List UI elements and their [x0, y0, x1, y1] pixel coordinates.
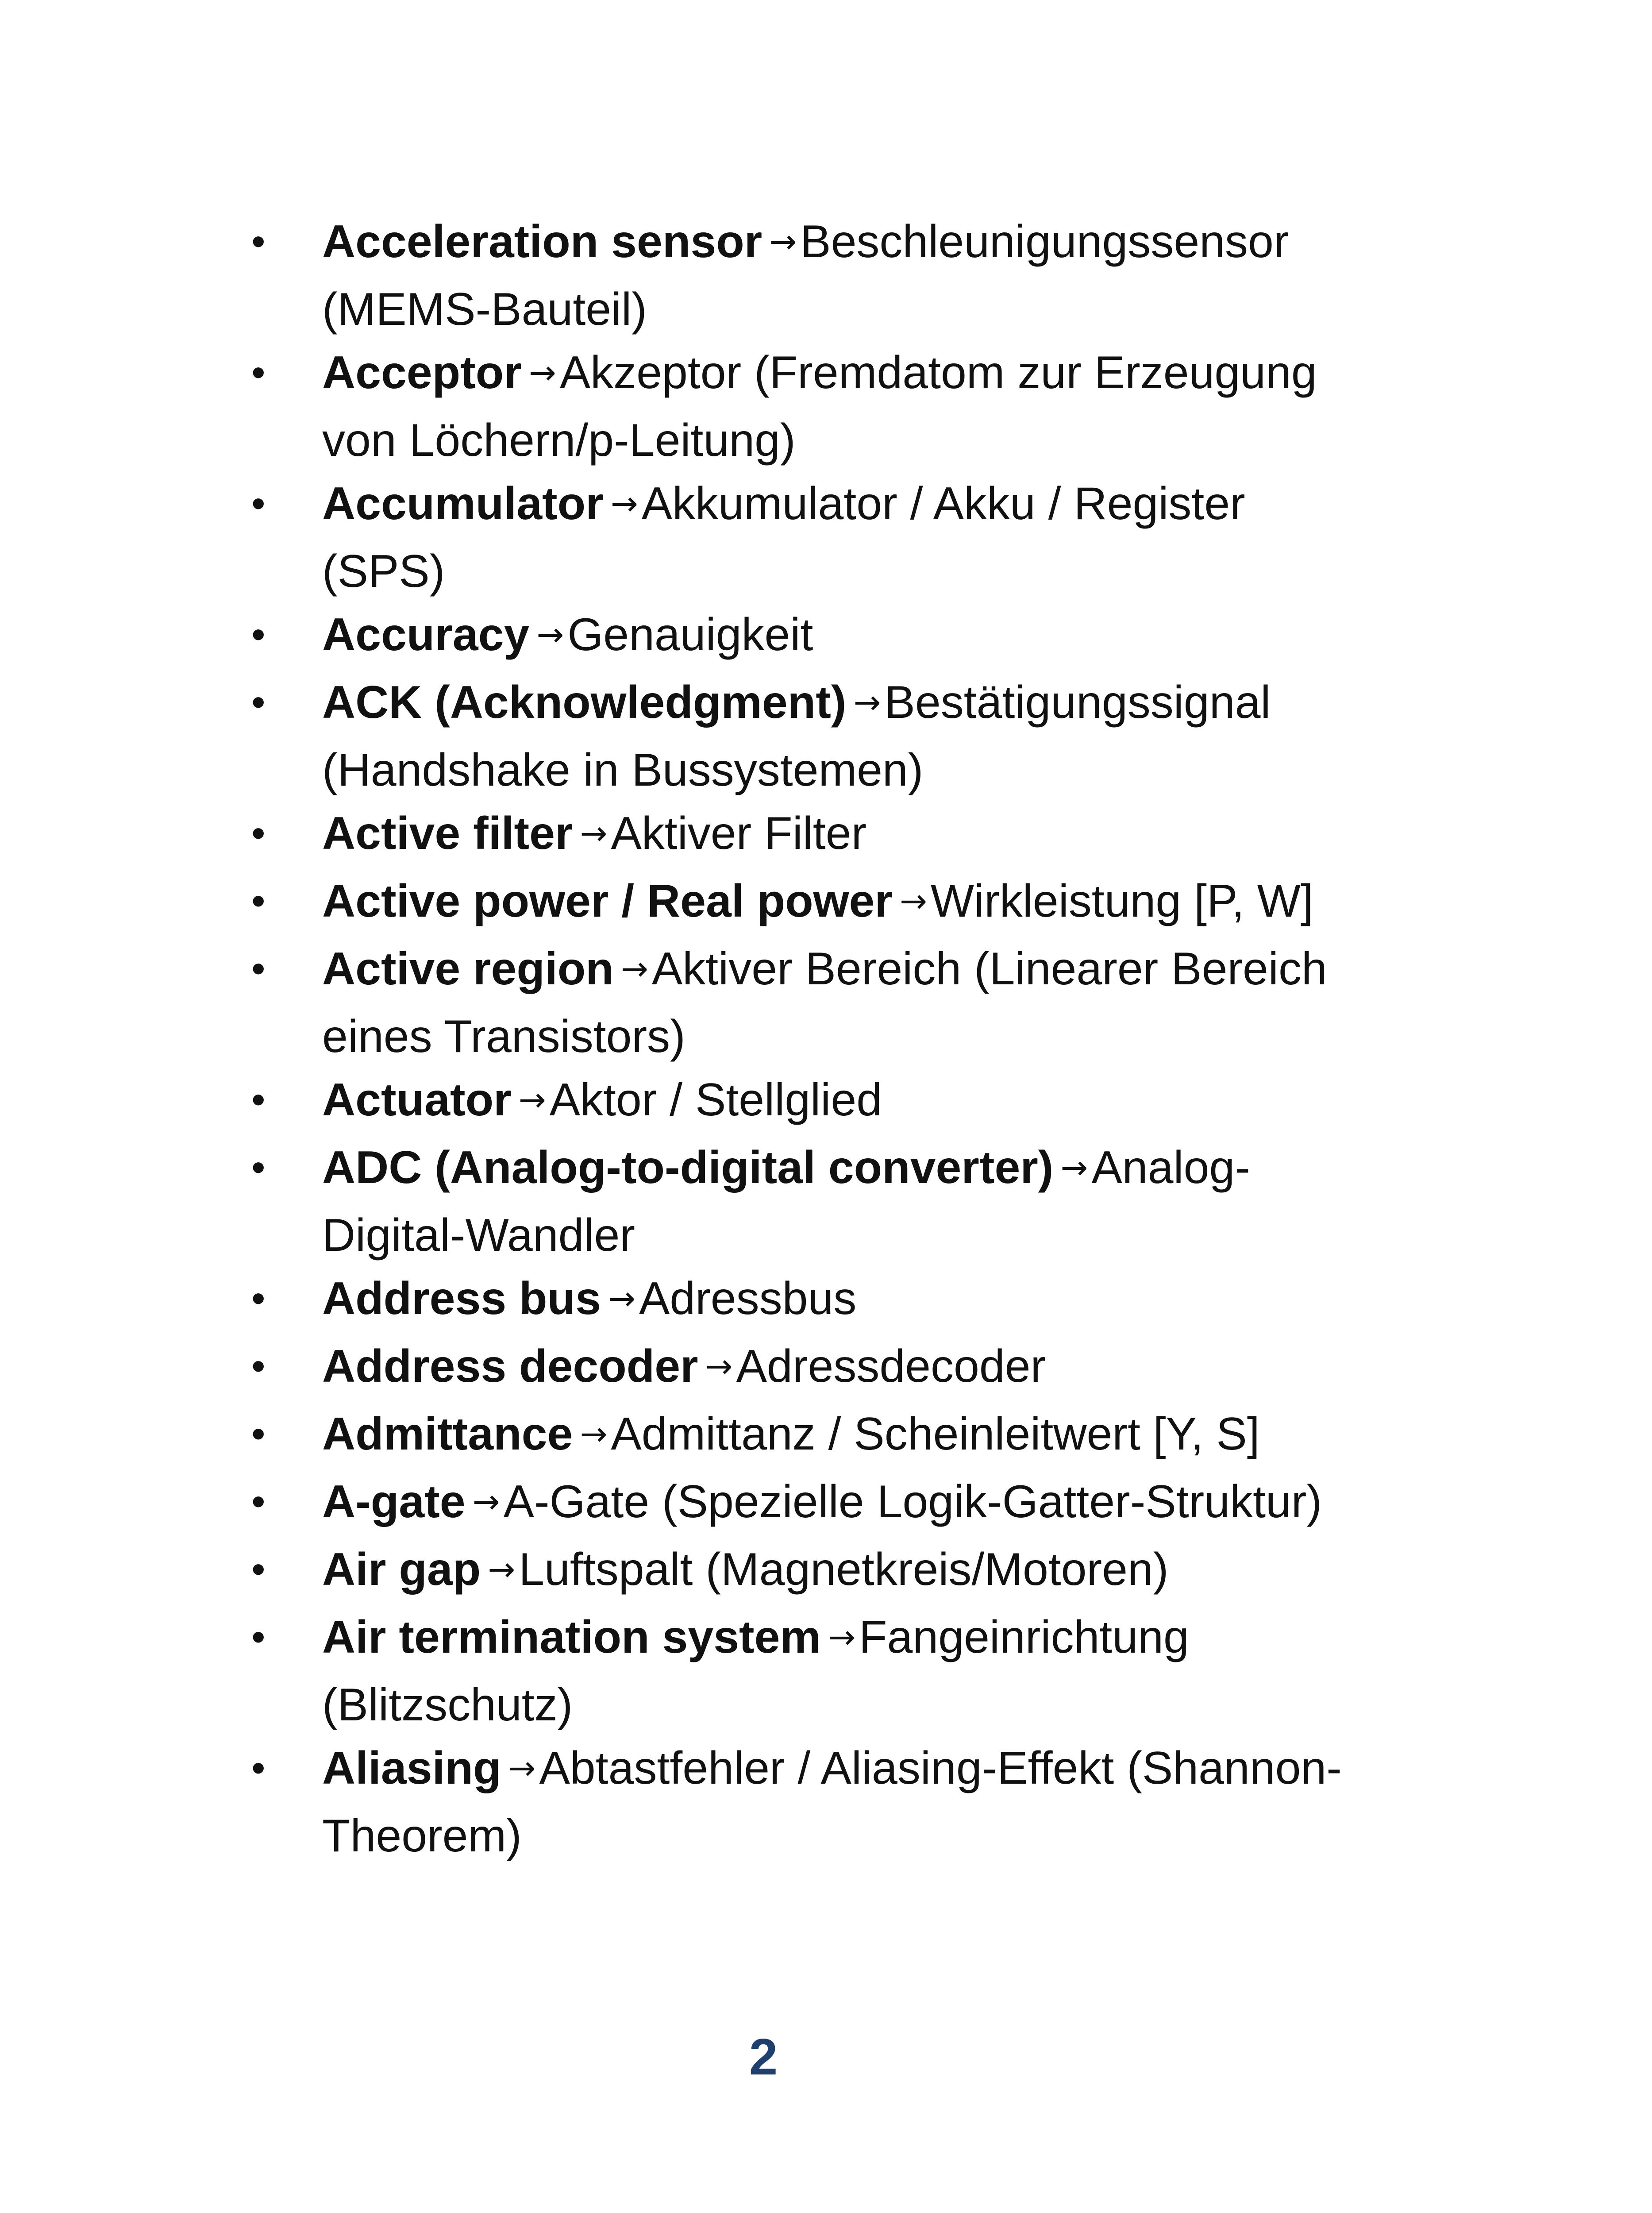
- bullet-icon: •: [251, 613, 266, 657]
- glossary-translation: A-Gate (Spezielle Logik-Gatter-Struktur): [503, 1476, 1322, 1527]
- bullet-icon: •: [251, 220, 266, 264]
- glossary-term: Air gap: [322, 1544, 481, 1595]
- glossary-entry: [248, 1267, 1363, 1335]
- glossary-term: Aliasing: [322, 1743, 501, 1794]
- glossary-term: Accumulator: [322, 478, 604, 529]
- glossary-translation: Aktiver Bereich (Linearer Bereich eines Transistors): [322, 943, 1327, 1062]
- glossary-entry: [248, 671, 1363, 802]
- bullet-icon: •: [251, 1480, 266, 1524]
- arrow-icon: →: [899, 882, 927, 920]
- glossary-term: Address bus: [322, 1273, 601, 1324]
- glossary-term: Air termination system: [322, 1612, 821, 1663]
- bullet-icon: •: [251, 947, 266, 991]
- arrow-icon: →: [528, 354, 556, 392]
- arrow-icon: →: [580, 814, 608, 852]
- bullet-icon: •: [251, 879, 266, 923]
- glossary-term: Active region: [322, 943, 614, 995]
- glossary-translation: Genauigkeit: [567, 609, 813, 660]
- glossary-translation: Adressdecoder: [736, 1341, 1046, 1392]
- bullet-icon: •: [251, 1276, 266, 1321]
- glossary-term: Active power / Real power: [322, 875, 893, 927]
- arrow-icon: →: [472, 1483, 500, 1521]
- glossary-translation: Adressbus: [639, 1273, 857, 1324]
- bullet-icon: •: [251, 1547, 266, 1592]
- glossary-term: Actuator: [322, 1074, 512, 1126]
- bullet-icon: •: [251, 811, 266, 856]
- glossary-list: [248, 210, 1363, 1868]
- glossary-translation: Akzeptor (Fremdatom zur Erzeugung von Löchern/p-Leitung): [322, 347, 1317, 466]
- glossary-term: Active filter: [322, 808, 573, 859]
- arrow-icon: →: [828, 1618, 856, 1656]
- bullet-icon: •: [251, 1344, 266, 1388]
- glossary-entry: [248, 870, 1363, 937]
- bullet-icon: •: [251, 351, 266, 395]
- glossary-term: ADC (Analog-to-digital converter): [322, 1142, 1054, 1193]
- arrow-icon: →: [620, 950, 648, 988]
- glossary-entry: [248, 472, 1363, 603]
- glossary-translation: Beschleunigungssensor (MEMS-Bauteil): [322, 216, 1289, 335]
- glossary-translation: Abtastfehler / Aliasing-Effekt (Shannon-Theorem): [322, 1743, 1342, 1862]
- bullet-icon: •: [251, 1078, 266, 1122]
- bullet-icon: •: [251, 680, 266, 725]
- arrow-icon: →: [705, 1347, 733, 1385]
- glossary-entry: [248, 1335, 1363, 1403]
- arrow-icon: →: [610, 485, 638, 523]
- arrow-icon: →: [508, 1749, 536, 1787]
- glossary-term: ACK (Acknowledgment): [322, 677, 847, 728]
- glossary-entry: [248, 1403, 1363, 1470]
- glossary-entry: [248, 210, 1363, 341]
- glossary-translation: Wirkleistung [P, W]: [930, 875, 1313, 927]
- bullet-icon: •: [251, 482, 266, 526]
- glossary-entry: [248, 603, 1363, 671]
- glossary-entry: [248, 1538, 1363, 1606]
- glossary-translation: Fangeinrichtung (Blitzschutz): [322, 1612, 1189, 1731]
- glossary-term: A-gate: [322, 1476, 466, 1527]
- glossary-translation: Aktiver Filter: [611, 808, 867, 859]
- bullet-icon: •: [251, 1615, 266, 1659]
- arrow-icon: →: [608, 1280, 635, 1318]
- arrow-icon: →: [580, 1415, 608, 1453]
- glossary-translation: Admittanz / Scheinleitwert [Y, S]: [611, 1408, 1260, 1460]
- glossary-entry: [248, 1606, 1363, 1737]
- arrow-icon: →: [488, 1550, 516, 1588]
- glossary-entry: [248, 802, 1363, 870]
- glossary-term: Accuracy: [322, 609, 530, 660]
- glossary-term: Acceleration sensor: [322, 216, 762, 267]
- glossary-entry: [248, 1737, 1363, 1868]
- bullet-icon: •: [251, 1746, 266, 1790]
- glossary-entry: [248, 1068, 1363, 1136]
- glossary-translation: Analog-Digital-Wandler: [322, 1142, 1250, 1261]
- glossary-term: Acceptor: [322, 347, 522, 398]
- arrow-icon: →: [536, 616, 564, 654]
- arrow-icon: →: [1060, 1149, 1088, 1187]
- glossary-term: Admittance: [322, 1408, 573, 1460]
- glossary-translation: Luftspalt (Magnetkreis/Motoren): [519, 1544, 1169, 1595]
- glossary-entry: [248, 1470, 1363, 1538]
- glossary-translation: Aktor / Stellglied: [549, 1074, 882, 1126]
- glossary-translation: Bestätigungssignal (Handshake in Bussystemen): [322, 677, 1271, 796]
- arrow-icon: →: [853, 683, 881, 721]
- bullet-icon: •: [251, 1412, 266, 1456]
- page-number: 2: [749, 2028, 778, 2086]
- bullet-icon: •: [251, 1145, 266, 1190]
- arrow-icon: →: [769, 223, 797, 261]
- glossary-entry: [248, 1136, 1363, 1267]
- glossary-entry: [248, 937, 1363, 1068]
- arrow-icon: →: [518, 1081, 546, 1119]
- glossary-term: Address decoder: [322, 1341, 698, 1392]
- glossary-translation: Akkumulator / Akku / Register (SPS): [322, 478, 1245, 597]
- glossary-entry: [248, 341, 1363, 472]
